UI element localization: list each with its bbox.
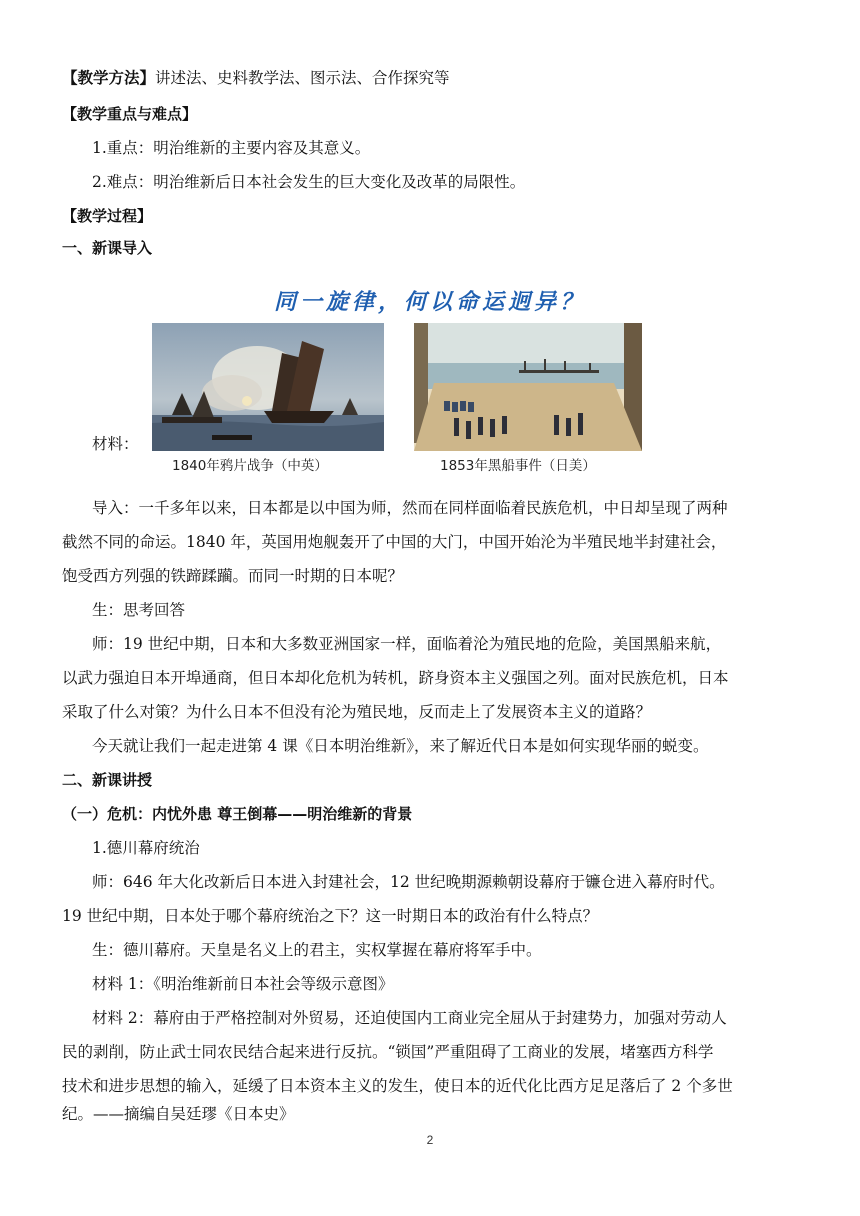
teaching-method-text: 讲述法、史料教学法、图示法、合作探究等 <box>155 69 450 87</box>
today-line: 今天就让我们一起走进第 4 课《日本明治维新》，来了解近代日本是如何实现华丽的蜕变。 <box>92 737 709 755</box>
black-ships-illustration <box>414 323 642 451</box>
image1-caption: 1840年鸦片战争（中英） <box>172 458 328 474</box>
section1-heading: 一、新课导入 <box>62 239 153 257</box>
process-heading: 【教学过程】 <box>62 207 153 225</box>
intro-line-1: 导入：一千多年以来，日本都是以中国为师，然而在同样面临着民族危机，中日却呈现了两种 <box>92 499 728 517</box>
material2-line-2: 民的剥削，防止武士同农民结合起来进行反抗。“锁国”严重阻碍了工商业的发展，堵塞西方科学 <box>62 1043 714 1061</box>
material2-line-3: 技术和进步思想的输入，延缓了日本资本主义的发生，使日本的近代化比西方足足落后了 2 个多世 <box>62 1077 733 1095</box>
teacher2-line-1: 师：646 年大化改新后日本进入封建社会，12 世纪晚期源赖朝设幕府于镰仓进入幕府时代。 <box>92 873 725 891</box>
intro-line-2: 截然不同的命运。1840 年，英国用炮舰轰开了中国的大门，中国开始沦为半殖民地半封建社会， <box>62 533 727 551</box>
student-answer-1: 生：思考回答 <box>92 601 186 619</box>
teaching-method <box>62 68 800 88</box>
student-answer-2: 生：德川幕府。天皇是名义上的君主，实权掌握在幕府将军手中。 <box>92 941 542 959</box>
teacher-line-3: 采取了什么对策？为什么日本不但没有沦为殖民地，反而走上了发展资本主义的道路？ <box>62 703 652 721</box>
material-label: 材料： <box>92 435 139 453</box>
key-point-1: 1.重点：明治维新的主要内容及其意义。 <box>92 139 371 157</box>
key-points-heading: 【教学重点与难点】 <box>62 105 198 123</box>
material1-line: 材料 1：《明治维新前日本社会等级示意图》 <box>92 975 394 993</box>
teaching-method-label: 【教学方法】 <box>62 69 156 87</box>
opium-war-painting <box>152 323 384 451</box>
material2-line-4: 纪。——摘编自吴廷璆《日本史》 <box>62 1105 295 1123</box>
intro-line-3: 饱受西方列强的铁蹄蹂躏。而同一时期的日本呢？ <box>62 567 404 585</box>
teacher-line-1: 师：19 世纪中期，日本和大多数亚洲国家一样，面临着沦为殖民地的危险，美国黑船来航， <box>92 635 722 653</box>
material2-line-1: 材料 2：幕府由于严格控制对外贸易，还迫使国内工商业完全屈从于封建势力，加强对劳动人 <box>92 1009 727 1027</box>
black-ships-painting <box>414 323 642 451</box>
teacher-line-2: 以武力强迫日本开埠通商，但日本却化危机为转机，跻身资本主义强国之列。面对民族危机，日本 <box>62 669 729 687</box>
section2-heading: 二、新课讲授 <box>62 771 153 789</box>
opium-war-illustration <box>152 323 384 451</box>
page-number: 2 <box>426 1133 434 1147</box>
item1-heading: 1.德川幕府统治 <box>92 839 200 857</box>
key-point-2: 2.难点：明治维新后日本社会发生的巨大变化及改革的局限性。 <box>92 173 526 191</box>
image2-caption: 1853年黑船事件（日美） <box>440 458 596 474</box>
subsection1-heading: （一）危机：内忧外患 尊王倒幕——明治维新的背景 <box>62 805 413 823</box>
intro-banner: 同一旋律，何以命运迥异？ <box>273 290 586 315</box>
teacher2-line-2: 19 世纪中期，日本处于哪个幕府统治之下？这一时期日本的政治有什么特点？ <box>62 907 599 925</box>
